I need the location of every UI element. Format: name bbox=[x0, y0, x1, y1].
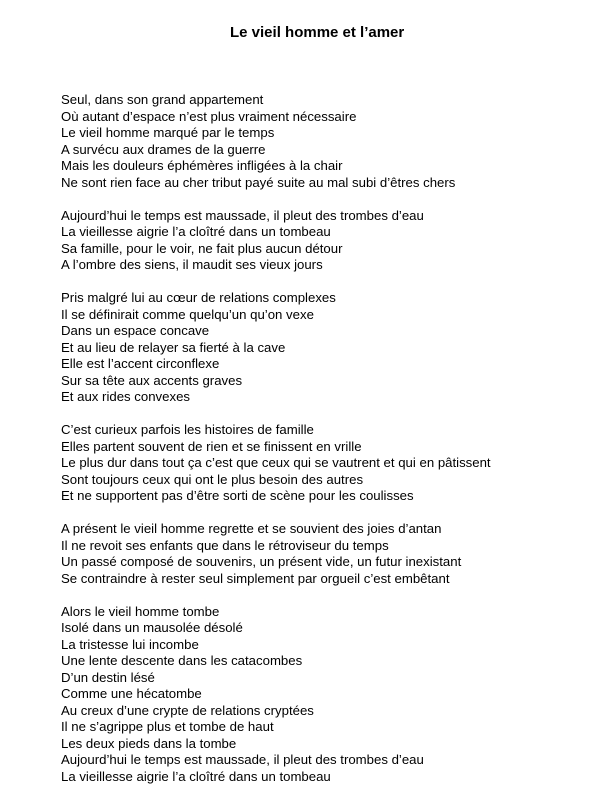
stanza bbox=[61, 422, 591, 505]
poem-line: Au creux d’une crypte de relations cryptées bbox=[61, 702, 314, 718]
stanza bbox=[61, 604, 591, 786]
poem-line: Seul, dans son grand appartement bbox=[61, 92, 264, 107]
poem-line: Comme une hécatombe bbox=[61, 686, 202, 701]
poem-line: Se contraindre à rester seul simplement par orgueil c’est embêtant bbox=[61, 570, 450, 586]
poem-line: Alors le vieil homme tombe bbox=[61, 603, 220, 619]
stanza bbox=[61, 208, 591, 274]
poem-line: Il ne s’agrippe plus et tombe de haut bbox=[61, 719, 274, 734]
poem-line: Sa famille, pour le voir, ne fait plus aucun détour bbox=[61, 240, 343, 256]
poem-line: Une lente descente dans les catacombes bbox=[61, 653, 303, 668]
poem-line: Où autant d’espace n’est plus vraiment nécessaire bbox=[61, 108, 357, 124]
poem-line: Les deux pieds dans la tombe bbox=[61, 735, 237, 751]
poem-body bbox=[61, 92, 591, 802]
poem-line: Sont toujours ceux qui ont le plus besoin des autres bbox=[61, 471, 364, 487]
poem-line: Dans un espace concave bbox=[61, 323, 210, 338]
poem-line: La vieillesse aigrie l’a cloîtré dans un tombeau bbox=[61, 768, 331, 784]
poem-line: Et au lieu de relayer sa fierté à la cave bbox=[61, 339, 286, 355]
poem-line: Mais les douleurs éphémères infligées à la chair bbox=[61, 158, 343, 173]
poem-line: A présent le vieil homme regrette et se souvient des joies d’antan bbox=[61, 521, 442, 536]
poem-line: La tristesse lui incombe bbox=[61, 636, 199, 652]
stanza bbox=[61, 521, 591, 587]
poem-line: La vieillesse aigrie l’a cloîtré dans un tombeau bbox=[61, 224, 331, 239]
poem-line: Il ne revoit ses enfants que dans le rétroviseur du temps bbox=[61, 537, 389, 553]
poem-line: Le plus dur dans tout ça c’est que ceux qui se vautrent et qui en pâtissent bbox=[61, 455, 491, 470]
poem-line: Pris malgré lui au cœur de relations complexes bbox=[61, 290, 336, 305]
poem-line: Un passé composé de souvenirs, un présent vide, un futur inexistant bbox=[61, 554, 462, 569]
poem-line: Sur sa tête aux accents graves bbox=[61, 372, 243, 388]
poem-line: Le vieil homme marqué par le temps bbox=[61, 125, 275, 140]
poem-title: Le vieil homme et l’amer bbox=[230, 24, 405, 41]
poem-line: C’est curieux parfois les histoires de famille bbox=[61, 422, 314, 437]
poem-line: Isolé dans un mausolée désolé bbox=[61, 620, 243, 635]
stanza bbox=[61, 290, 591, 406]
poem-line: Il se définirait comme quelqu’un qu’on vexe bbox=[61, 306, 314, 322]
poem-line: Ne sont rien face au cher tribut payé suite au mal subi d’êtres chers bbox=[61, 174, 456, 190]
poem-line: Aujourd’hui le temps est maussade, il pleut des trombes d’eau bbox=[61, 207, 424, 223]
poem-line: A l’ombre des siens, il maudit ses vieux jours bbox=[61, 257, 323, 272]
poem-line: Et aux rides convexes bbox=[61, 389, 191, 404]
poem-line: Aujourd’hui le temps est maussade, il pleut des trombes d’eau bbox=[61, 752, 424, 767]
poem-line: A survécu aux drames de la guerre bbox=[61, 141, 266, 157]
poem-line: Elle est l’accent circonflexe bbox=[61, 356, 220, 371]
poem-line: Elles partent souvent de rien et se finissent en vrille bbox=[61, 438, 362, 454]
poem-line: Et ne supportent pas d’être sorti de scène pour les coulisses bbox=[61, 488, 414, 503]
stanza bbox=[61, 92, 591, 191]
poem-line: D’un destin lésé bbox=[61, 669, 155, 685]
